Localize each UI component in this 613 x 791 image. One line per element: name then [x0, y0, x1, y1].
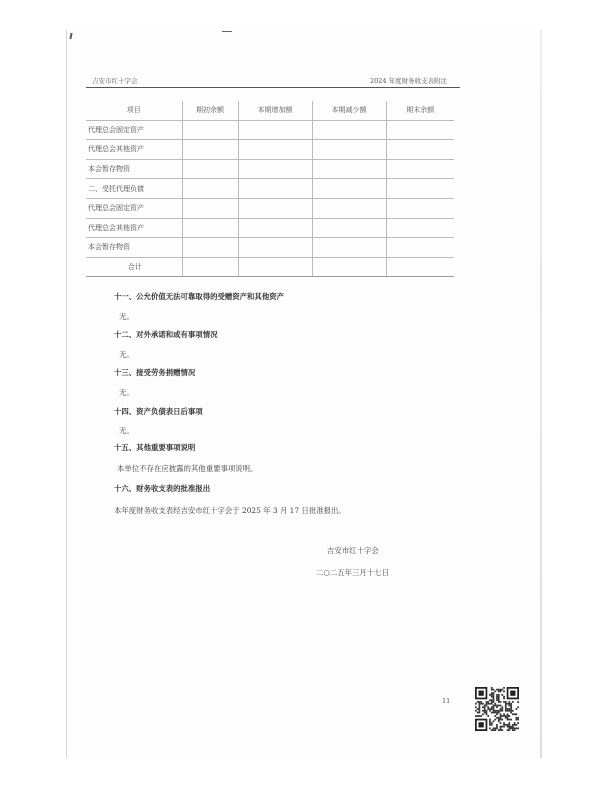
row-label: 代理总会固定资产 [86, 120, 182, 140]
table-row [86, 159, 454, 179]
table-row [86, 140, 454, 160]
section-heading: 十一、公允价值无法可靠取得的受赠资产和其他资产 [114, 292, 284, 301]
table-cell-empty [238, 159, 312, 179]
table-cell-empty [386, 140, 454, 160]
page-number: 11 [442, 697, 451, 705]
table-cell-empty [238, 238, 312, 258]
table-cell-empty [182, 140, 238, 160]
table-cell-empty [238, 257, 312, 277]
table-row [86, 238, 454, 258]
section-body: 本单位不存在应披露的其他重要事项说明。 [117, 464, 258, 473]
section-body: 无。 [119, 312, 134, 321]
col-header-closing: 期末余额 [386, 101, 454, 120]
row-label: 代理总会其他资产 [86, 218, 182, 238]
table-cell-empty [238, 218, 312, 238]
qr-code-icon [475, 687, 519, 731]
table-cell-empty [238, 140, 312, 160]
table-cell-empty [312, 238, 386, 258]
col-header-item: 项目 [86, 101, 182, 120]
table-cell-empty [312, 179, 386, 199]
table-cell-empty [312, 218, 386, 238]
table-cell-empty [386, 159, 454, 179]
section-heading: 十三、接受劳务捐赠情况 [114, 368, 196, 377]
table-cell-empty [238, 198, 312, 218]
section-body: 无。 [119, 426, 134, 435]
table-cell-empty [182, 179, 238, 199]
scan-mark-top [222, 31, 232, 32]
section-body: 本年度财务收支表经吉安市红十字会于 2025 年 3 月 17 日批准报出。 [114, 506, 346, 515]
table-row [86, 179, 454, 199]
table-cell-empty [182, 238, 238, 258]
table-row [86, 257, 454, 277]
section-heading: 十六、财务收支表的批准报出 [114, 484, 211, 493]
row-label: 代理总会固定资产 [86, 198, 182, 218]
table-cell-empty [386, 198, 454, 218]
row-label: 本会暂存物资 [86, 159, 182, 179]
table-cell-empty [386, 179, 454, 199]
table-header-row [86, 101, 454, 120]
table-cell-empty [386, 257, 454, 277]
header-org: 吉安市红十字会 [92, 77, 138, 85]
section-body: 无。 [119, 350, 134, 359]
row-label: 本会暂存物资 [86, 238, 182, 258]
row-label: 代理总会其他资产 [86, 140, 182, 160]
scan-edge [540, 30, 542, 758]
table-cell-empty [312, 159, 386, 179]
table-cell-empty [182, 198, 238, 218]
header-doc-title: 2024 年度财务收支表附注 [370, 77, 448, 85]
signature-org: 吉安市红十字会 [327, 546, 379, 555]
table-row [86, 218, 454, 238]
table-cell-empty [312, 140, 386, 160]
table-cell-empty [312, 120, 386, 140]
table-cell-empty [182, 120, 238, 140]
header-rule [86, 87, 460, 88]
table-cell-empty [386, 238, 454, 258]
table-row [86, 198, 454, 218]
section-heading: 十五、其他重要事项说明 [114, 443, 196, 452]
table-cell-empty [386, 120, 454, 140]
table-cell-empty [386, 218, 454, 238]
signature-date: 二○二五年三月十七日 [316, 568, 389, 577]
col-header-increase: 本期增加额 [238, 101, 312, 120]
table-cell-empty [182, 257, 238, 277]
table-cell-empty [182, 218, 238, 238]
table-cell-empty [182, 159, 238, 179]
section-body: 无。 [119, 388, 134, 397]
table-cell-empty [312, 257, 386, 277]
table-cell-empty [312, 198, 386, 218]
row-label: 二、受托代理负债 [86, 179, 182, 199]
table-cell-empty [238, 120, 312, 140]
trust-table [86, 101, 454, 277]
section-heading: 十四、资产负债表日后事项 [114, 407, 203, 416]
table-row [86, 120, 454, 140]
col-header-opening: 期初余额 [182, 101, 238, 120]
row-label: 合计 [86, 257, 182, 277]
section-heading: 十二、对外承诺和或有事项情况 [114, 330, 218, 339]
table-cell-empty [238, 179, 312, 199]
col-header-decrease: 本期减少额 [312, 101, 386, 120]
